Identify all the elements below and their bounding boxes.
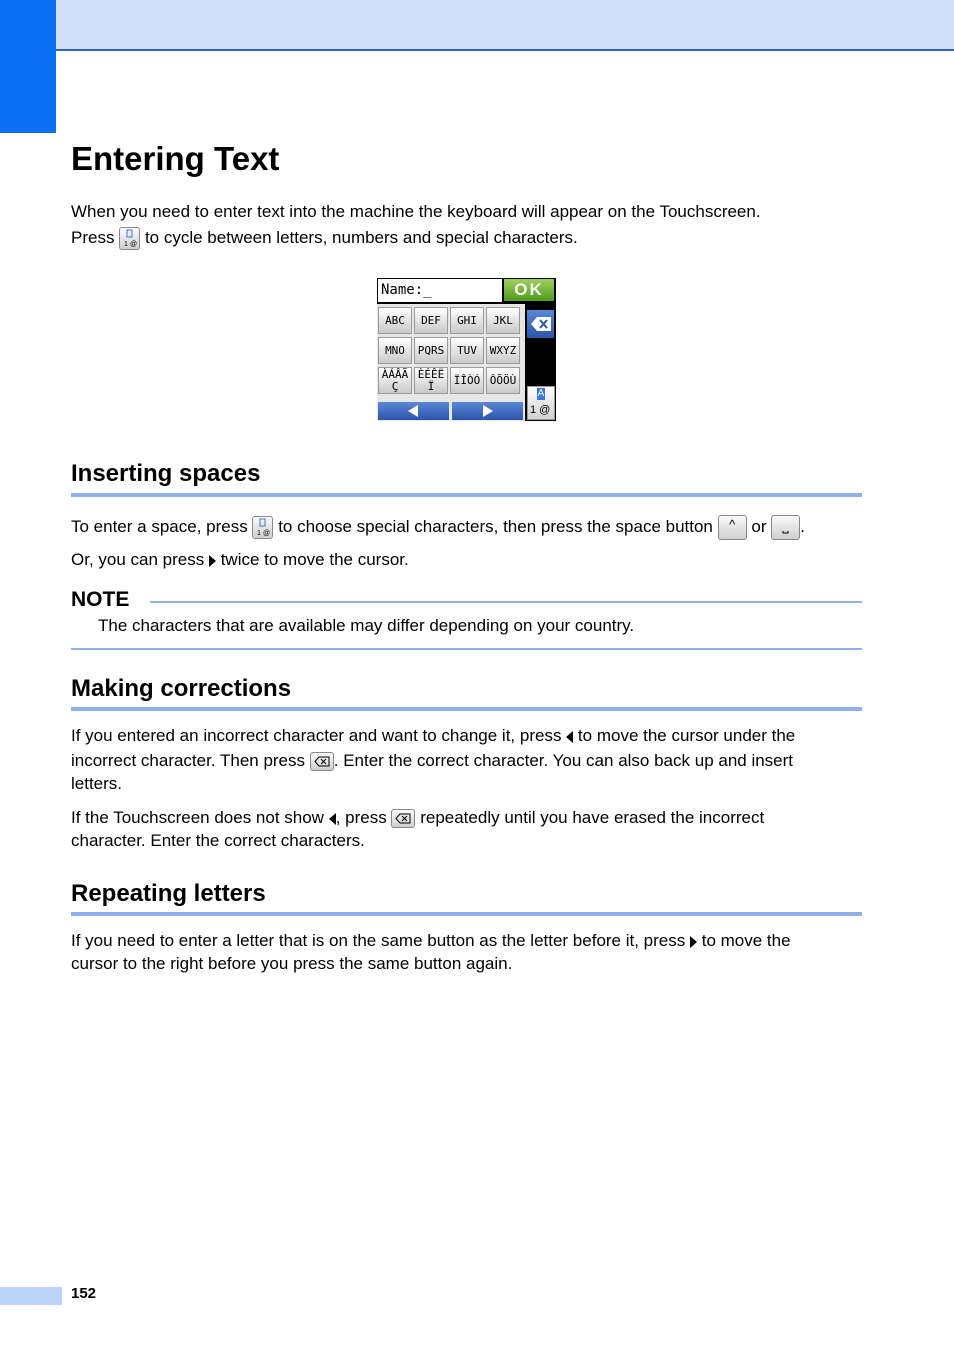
repeating-text-b: to move the <box>701 931 791 950</box>
ok-button: OK <box>504 279 554 301</box>
corrections-text-p2b: , press <box>335 808 387 827</box>
section-rule <box>71 912 862 916</box>
section-heading-spaces: Inserting spaces <box>71 460 261 487</box>
header-band <box>0 0 954 51</box>
svg-text:@: @ <box>130 241 138 249</box>
backspace-icon <box>527 310 554 338</box>
repeating-line-1 <box>71 930 863 952</box>
chapter-tab <box>0 0 56 133</box>
delete-key <box>527 310 554 338</box>
svg-text:1: 1 <box>124 241 129 249</box>
corrections-line-1 <box>71 725 863 747</box>
spaces-text-a: To enter a space, press <box>71 516 248 536</box>
key-accent-o: ÔÕÖÙ <box>486 367 520 394</box>
backspace-icon <box>391 809 415 828</box>
note-rule-top <box>150 601 862 603</box>
corrections-line-2 <box>71 750 863 772</box>
key-accent-i: ÏÎÒÓ <box>450 367 484 394</box>
right-arrow-icon <box>452 402 523 420</box>
space-key-caret: ^ <box>729 517 736 532</box>
corrections-text-b: to move the cursor under the <box>577 726 796 745</box>
page-number-band <box>0 1287 62 1305</box>
left-arrow-key <box>378 402 449 420</box>
space-key-icon <box>718 515 747 540</box>
left-arrow-icon <box>566 731 573 743</box>
mode-key-icon <box>252 516 273 539</box>
mode-key <box>527 386 555 420</box>
spaces-paragraph-2 <box>71 549 863 571</box>
corrections-text-d: . Enter the correct character. You can also back up and insert <box>333 751 794 770</box>
mode-key-icon <box>119 227 140 250</box>
spaces-paragraph-1 <box>71 515 871 540</box>
key-mno: MNO <box>378 337 412 364</box>
section-heading-repeating: Repeating letters <box>71 880 266 907</box>
mode-key-letter: A <box>537 388 545 399</box>
corrections-paragraph-2-end: character. Enter the correct characters. <box>71 831 365 850</box>
section-rule <box>71 493 862 497</box>
spaces-text-or: or <box>751 516 767 536</box>
svg-text:@: @ <box>263 530 271 537</box>
spaces-text-b: to choose special characters, then press the space button <box>278 516 713 536</box>
mode-key-symbols: 1 @ <box>530 404 551 416</box>
repeating-line-2: cursor to the right before you press the same button again. <box>71 954 513 973</box>
spaces-or-text: Or, you can press <box>71 550 205 569</box>
corrections-text-c: incorrect character. Then press <box>71 751 306 770</box>
section-heading-corrections: Making corrections <box>71 675 292 702</box>
page-number: 152 <box>71 1285 97 1302</box>
right-arrow-icon <box>209 555 216 567</box>
key-wxyz: WXYZ <box>486 337 520 364</box>
corrections-text-a: If you entered an incorrect character and want to change it, press <box>71 726 562 745</box>
touchscreen-illustration <box>377 278 556 421</box>
left-arrow-icon <box>378 402 449 420</box>
key-pqrs: PQRS <box>414 337 448 364</box>
corrections-text-p2c: repeatedly until you have erased the incorrect <box>420 808 765 827</box>
key-accent-e: ÈÉÊË Ï <box>414 367 448 394</box>
corrections-paragraph-2 <box>71 807 863 829</box>
corrections-line-3: letters. <box>71 774 123 793</box>
page-title: Entering Text <box>71 140 280 177</box>
intro-line-1: When you need to enter text into the machine the keyboard will appear on the Touchscreen. <box>71 202 761 221</box>
key-accent-a: ÀÁÂÃ Ç <box>378 367 412 394</box>
spaces-twice-text: twice to move the cursor. <box>220 550 409 569</box>
note-label: NOTE <box>71 588 130 611</box>
backspace-icon <box>310 752 334 771</box>
key-abc: ABC <box>378 307 412 334</box>
spaces-text-end: . <box>800 516 805 536</box>
svg-text:1: 1 <box>257 530 262 537</box>
key-def: DEF <box>414 307 448 334</box>
section-rule <box>71 707 862 711</box>
intro-line-2 <box>71 227 863 250</box>
right-arrow-icon <box>690 936 697 948</box>
intro-press-text: Press <box>71 228 115 247</box>
note-text: The characters that are available may differ depending on your country. <box>98 616 635 635</box>
corrections-text-p2a: If the Touchscreen does not show <box>71 808 324 827</box>
key-jkl: JKL <box>486 307 520 334</box>
name-field: Name:_ <box>378 279 502 302</box>
intro-cycle-text: to cycle between letters, numbers and special characters. <box>144 228 578 247</box>
space-key-alt-icon <box>771 515 800 540</box>
right-arrow-key <box>452 402 523 420</box>
repeating-text-a: If you need to enter a letter that is on the same button as the letter before it, press <box>71 931 686 950</box>
key-tuv: TUV <box>450 337 484 364</box>
key-ghi: GHI <box>450 307 484 334</box>
note-rule-bottom <box>71 648 862 650</box>
left-arrow-icon <box>329 813 336 825</box>
